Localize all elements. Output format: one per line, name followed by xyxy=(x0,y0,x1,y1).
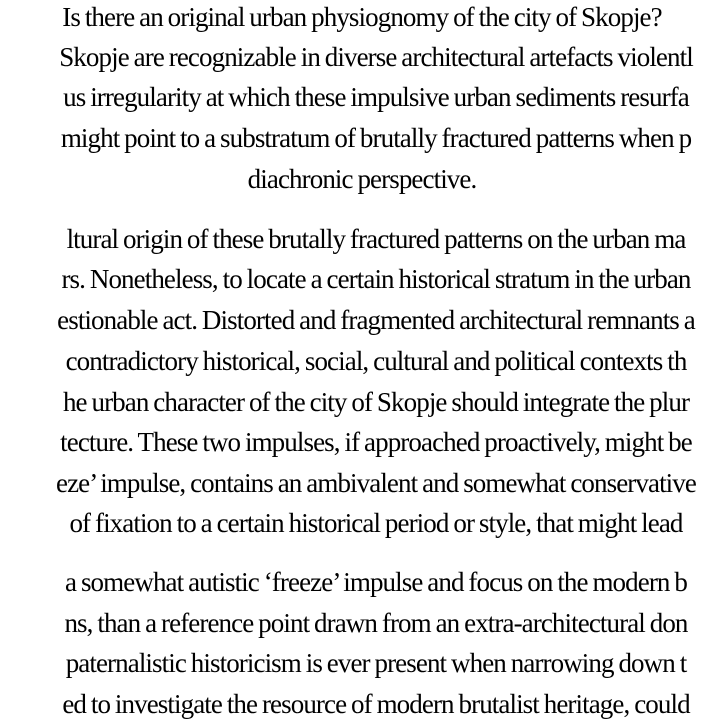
text-line: of fixation to a certain historical period or style, that might lead xyxy=(69,508,683,538)
text-line: Is there an original urban physiognomy of the city of Skopje? xyxy=(62,2,662,32)
text-line: might point to a substratum of brutally fractured patterns when p xyxy=(60,123,692,153)
text-line: us irregularity at which these impulsive urban sediments resurfa xyxy=(63,82,689,112)
text-line: rs. Nonetheless, to locate a certain historical stratum in the urban xyxy=(61,264,691,294)
text-line: eze’ impulse, contains an ambivalent and somewhat conservative xyxy=(56,468,696,498)
text-line: contradictory historical, social, cultural and political contexts th xyxy=(65,346,687,376)
text-line: a somewhat autistic ‘freeze’ impulse and focus on the modern b xyxy=(65,567,687,597)
text-line: estionable act. Distorted and fragmented architectural remnants a xyxy=(57,305,695,335)
text-line: ns, than a reference point drawn from an extra-architectural don xyxy=(64,608,688,638)
text-line: ed to investigate the resource of modern brutalist heritage, could xyxy=(62,689,690,719)
text-line: ltural origin of these brutally fractured patterns on the urban ma xyxy=(66,224,686,254)
text-line: paternalistic historicism is ever present when narrowing down t xyxy=(65,648,687,678)
text-line: he urban character of the city of Skopje should integrate the plur xyxy=(62,387,690,417)
text-line: Skopje are recognizable in diverse architectural artefacts violentl xyxy=(59,42,693,72)
text-line: diachronic perspective. xyxy=(247,164,477,194)
text-line: tecture. These two impulses, if approached proactively, might be xyxy=(60,427,692,457)
